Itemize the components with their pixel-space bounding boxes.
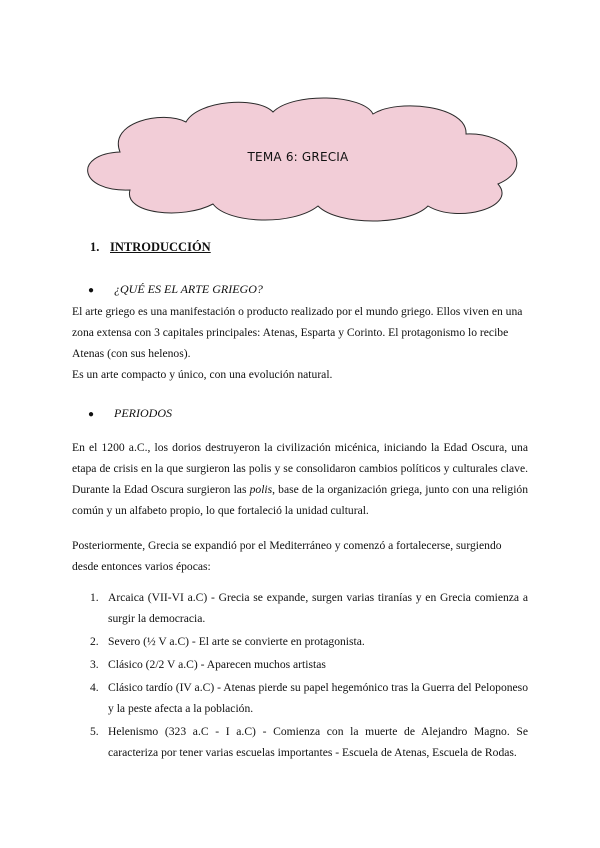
- list-item: [90, 631, 528, 652]
- list-item: [90, 654, 528, 675]
- bullet-dot-icon: ●: [88, 285, 95, 296]
- list-number: 2.: [90, 635, 99, 648]
- bullet-text: ¿QUÉ ES EL ARTE GRIEGO?: [114, 282, 263, 296]
- section-number: 1.: [90, 240, 100, 254]
- bullet-item: [88, 282, 263, 297]
- list-text: Severo (½ V a.C) - El arte se convierte en protagonista.: [108, 635, 365, 648]
- bullet-dot-icon: ●: [88, 409, 95, 420]
- paragraph: [72, 437, 528, 521]
- paragraph-text: En el 1200 a.C., los dorios destruyeron la civilización micénica, iniciando la Edad Oscura, una etapa de crisis en la que surgieron las polis y se consolidaron cambios políticos y culturales clave. Durante la Edad Oscura surgieron las: [72, 441, 528, 496]
- list-item: [90, 721, 528, 763]
- list-number: 5.: [90, 725, 99, 738]
- list-item: [90, 587, 528, 629]
- list-text: Arcaica (VII-VI a.C) - Grecia se expande, surgen varias tiranías y en Grecia comienza a surgir la democracia.: [108, 591, 528, 625]
- paragraph-text: , base de la organización griega, junto con una religión común y un alfabeto propio, lo que fortaleció la unidad cultural.: [72, 483, 529, 517]
- list-number: 1.: [90, 591, 99, 604]
- list-number: 4.: [90, 681, 99, 694]
- list-text: Clásico (2/2 V a.C) - Aparecen muchos artistas: [108, 658, 326, 671]
- section-heading: [90, 240, 211, 255]
- emphasis-text: polis: [249, 483, 273, 496]
- periods-list: [90, 587, 528, 765]
- page-title: TEMA 6: GRECIA: [247, 150, 349, 164]
- paragraph: Es un arte compacto y único, con una evolución natural.: [72, 368, 333, 381]
- bullet-item: [88, 406, 172, 421]
- list-number: 3.: [90, 658, 99, 671]
- section-title: INTRODUCCIÓN: [110, 240, 211, 254]
- paragraph: El arte griego es una manifestación o producto realizado por el mundo griego. Ellos viven en una zona extensa con 3 capitales principales: Atenas, Esparta y Corinto. El protagonismo lo recibe Atenas (con sus helenos).: [72, 305, 523, 360]
- list-text: Helenismo (323 a.C - I a.C) - Comienza con la muerte de Alejandro Magno. Se caracteriza por tener varias escuelas importantes - Escuela de Atenas, Escuela de Rodas.: [108, 725, 528, 759]
- list-item: [90, 677, 528, 719]
- title-cloud: [68, 92, 528, 222]
- bullet-text: PERIODOS: [114, 406, 172, 420]
- list-text: Clásico tardío (IV a.C) - Atenas pierde su papel hegemónico tras la Guerra del Peloponeso y la peste afecta a la población.: [108, 681, 528, 715]
- paragraph: Posteriormente, Grecia se expandió por el Mediterráneo y comenzó a fortalecerse, surgiendo desde entonces varios épocas:: [72, 539, 502, 573]
